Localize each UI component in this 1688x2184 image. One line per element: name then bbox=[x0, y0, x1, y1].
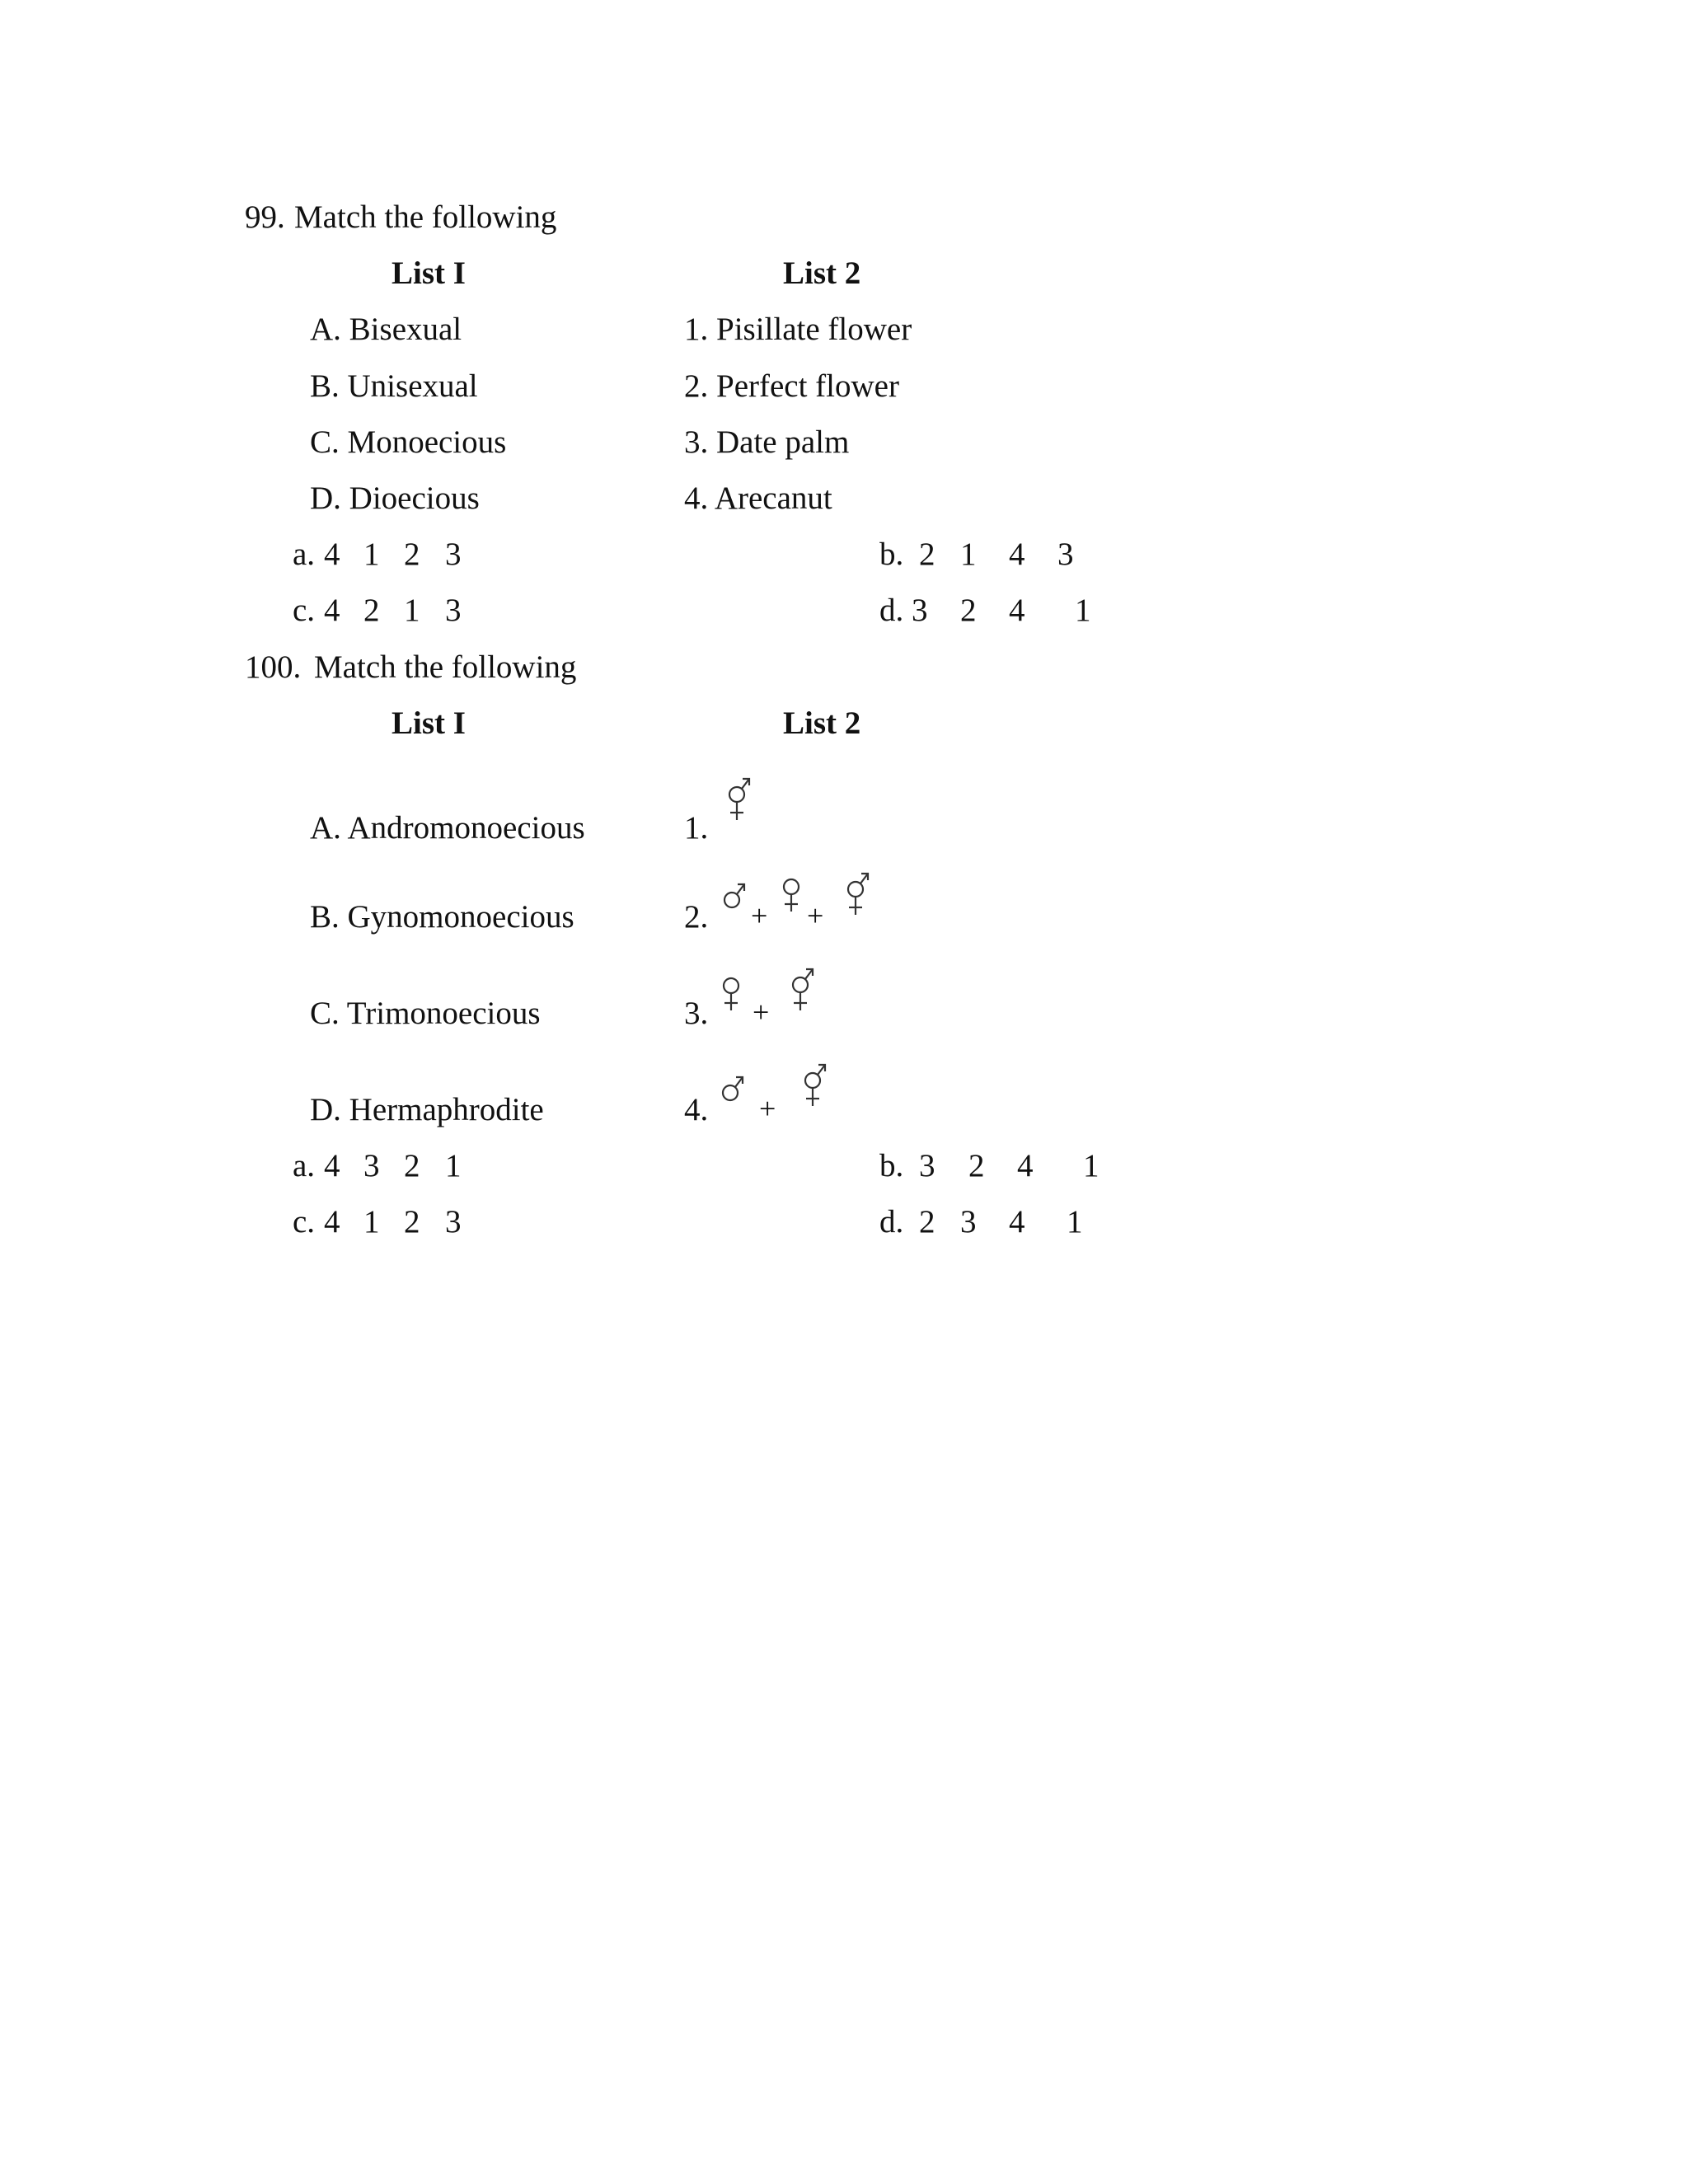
option-value: 1 bbox=[1075, 593, 1091, 628]
option-value: 4 bbox=[1009, 537, 1025, 572]
bisexual-symbol-icon bbox=[724, 772, 753, 823]
question-prompt: Match the following bbox=[294, 199, 557, 235]
list1-item: D. Dioecious bbox=[310, 480, 480, 516]
list1-item: B. Gynomonoecious bbox=[310, 899, 574, 935]
plus-sign: + bbox=[759, 1092, 776, 1125]
bisexual-symbol-icon bbox=[842, 867, 872, 918]
option-value: 1 bbox=[1083, 1148, 1100, 1183]
list2-heading: List 2 bbox=[783, 255, 861, 291]
list1-item: A. Andromonoecious bbox=[310, 810, 585, 846]
question-number: 100. bbox=[245, 649, 302, 685]
plus-sign: + bbox=[751, 899, 768, 932]
option-letter: a. bbox=[293, 1148, 316, 1183]
option-value: 2 bbox=[404, 1204, 420, 1240]
option-value: 2 bbox=[919, 537, 935, 572]
list2-item-number: 3. bbox=[684, 996, 709, 1031]
option-value: 4 bbox=[324, 537, 340, 572]
list2-item: 3. Date palm bbox=[684, 424, 850, 460]
option-value: 1 bbox=[960, 537, 977, 572]
option-letter: b. bbox=[879, 537, 904, 572]
option-value: 4 bbox=[1009, 1204, 1025, 1240]
option-value: 3 bbox=[919, 1148, 935, 1183]
question-prompt: Match the following bbox=[314, 649, 577, 685]
option-value: 1 bbox=[404, 593, 420, 628]
option-value: 1 bbox=[1067, 1204, 1083, 1240]
option-value: 4 bbox=[324, 1204, 340, 1240]
option-value: 3 bbox=[960, 1204, 977, 1240]
option-value: 2 bbox=[919, 1204, 935, 1240]
option-value: 3 bbox=[445, 537, 462, 572]
female-symbol-icon bbox=[779, 877, 804, 920]
list1-item: C. Trimonoecious bbox=[310, 996, 541, 1031]
option-value: 3 bbox=[363, 1148, 380, 1183]
option-value: 2 bbox=[363, 593, 380, 628]
male-symbol-icon bbox=[719, 1070, 748, 1106]
option-value: 4 bbox=[324, 593, 340, 628]
option-value: 2 bbox=[960, 593, 977, 628]
list2-item: 1. Pisillate flower bbox=[684, 312, 912, 347]
option-value: 4 bbox=[1009, 593, 1025, 628]
option-value: 3 bbox=[1057, 537, 1074, 572]
list2-heading: List 2 bbox=[783, 705, 861, 741]
list1-item: D. Hermaphrodite bbox=[310, 1092, 544, 1127]
list1-heading: List I bbox=[392, 705, 466, 741]
option-value: 1 bbox=[363, 537, 380, 572]
male-symbol-icon bbox=[720, 877, 750, 913]
option-value: 2 bbox=[968, 1148, 985, 1183]
list1-item: B. Unisexual bbox=[310, 368, 478, 404]
list2-item-number: 4. bbox=[684, 1092, 709, 1127]
option-value: 1 bbox=[363, 1204, 380, 1240]
female-symbol-icon bbox=[719, 976, 743, 1019]
list2-item: 2. Perfect flower bbox=[684, 368, 899, 404]
plus-sign: + bbox=[807, 899, 824, 932]
option-letter: c. bbox=[293, 593, 316, 628]
list2-item: 4. Arecanut bbox=[684, 480, 832, 516]
bisexual-symbol-icon bbox=[799, 1058, 829, 1109]
list1-heading: List I bbox=[392, 255, 466, 291]
option-value: 3 bbox=[445, 1204, 462, 1240]
option-letter: a. bbox=[293, 537, 316, 572]
option-value: 1 bbox=[445, 1148, 462, 1183]
option-letter: c. bbox=[293, 1204, 316, 1240]
bisexual-symbol-icon bbox=[787, 963, 817, 1014]
list2-item-number: 2. bbox=[684, 899, 709, 935]
list1-item: C. Monoecious bbox=[310, 424, 507, 460]
option-value: 3 bbox=[912, 593, 928, 628]
option-value: 4 bbox=[1017, 1148, 1034, 1183]
list2-item-number: 1. bbox=[684, 810, 709, 846]
option-letter: d. bbox=[879, 1204, 904, 1240]
option-value: 4 bbox=[324, 1148, 340, 1183]
option-value: 3 bbox=[445, 593, 462, 628]
list1-item: A. Bisexual bbox=[310, 312, 462, 347]
option-letter: b. bbox=[879, 1148, 904, 1183]
question-number: 99. bbox=[245, 199, 285, 235]
option-value: 2 bbox=[404, 537, 420, 572]
option-value: 2 bbox=[404, 1148, 420, 1183]
plus-sign: + bbox=[753, 996, 770, 1029]
option-letter: d. bbox=[879, 593, 904, 628]
